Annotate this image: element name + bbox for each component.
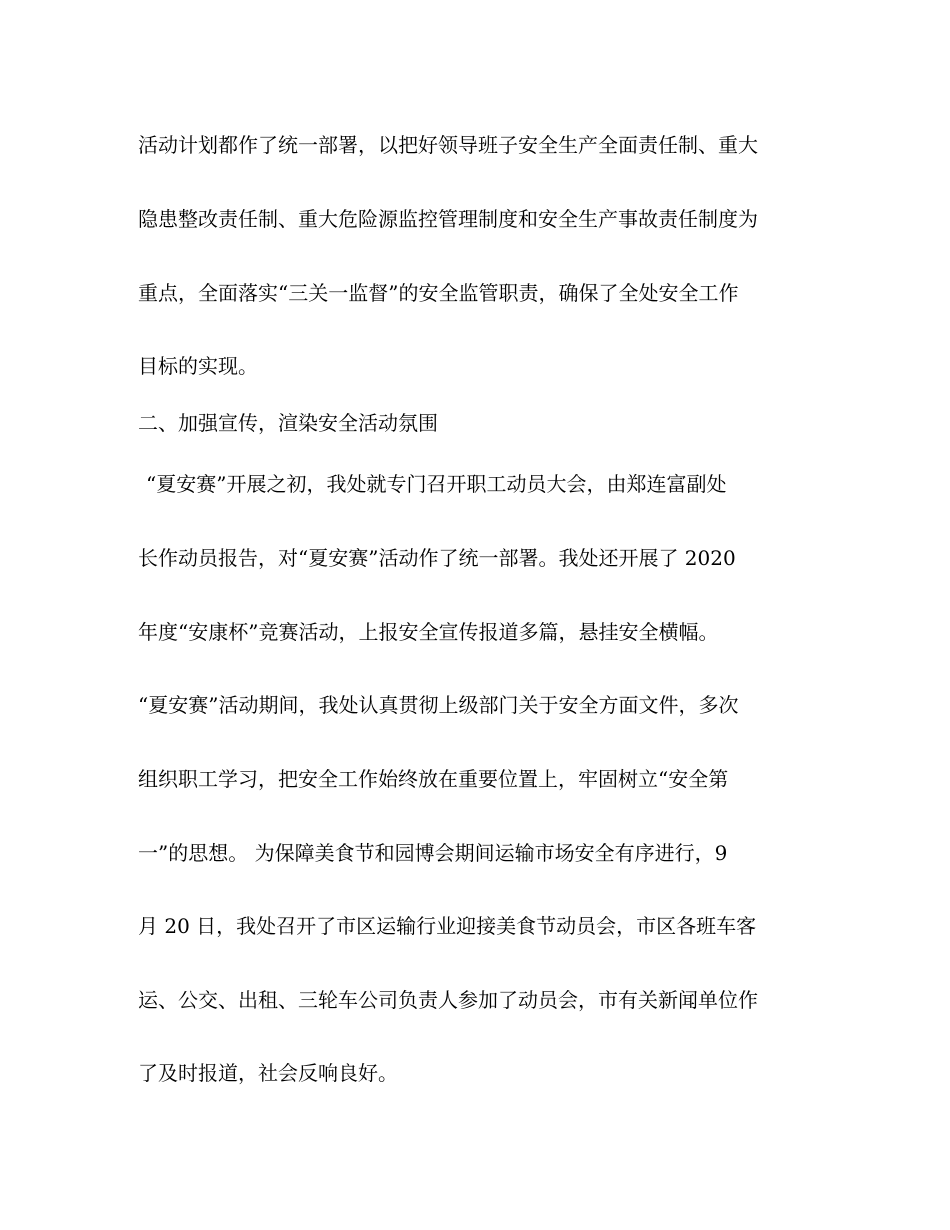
section-heading: 二、加强宣传，渲染安全活动氛围 — [138, 411, 438, 435]
paragraph-line-9: “夏安赛”活动期间，我处认真贯彻上级部门关于安全方面文件，多次 — [138, 693, 739, 717]
paragraph-line-10: 组织职工学习，把安全工作始终放在重要位置上，牢固树立“安全第 — [138, 767, 729, 791]
paragraph-line-12: 月 20 日，我处召开了市区运输行业迎接美食节动员会，市区各班车客 — [138, 914, 757, 938]
paragraph-line-11: 一”的思想。 为保障美食节和园博会期间运输市场安全有序进行，9 — [138, 841, 728, 865]
paragraph-line-7: 长作动员报告，对“夏安赛”活动作了统一部署。我处还开展了 2020 — [138, 546, 736, 570]
paragraph-line-8: 年度“安康杯”竞赛活动，上报安全宣传报道多篇，悬挂安全横幅。 — [138, 620, 719, 644]
paragraph-line-14: 了及时报道，社会反响良好。 — [138, 1061, 398, 1085]
paragraph-line-1: 活动计划都作了统一部署，以把好领导班子安全生产全面责任制、重大 — [138, 133, 758, 157]
paragraph-line-6: “夏安赛”开展之初，我处就专门召开职工动员大会，由郑连富副处 — [146, 472, 727, 496]
paragraph-line-13: 运、公交、出租、三轮车公司负责人参加了动员会，市有关新闻单位作 — [138, 988, 758, 1012]
paragraph-line-4: 目标的实现。 — [138, 354, 258, 378]
paragraph-line-2: 隐患整改责任制、重大危险源监控管理制度和安全生产事故责任制度为 — [138, 207, 758, 231]
paragraph-line-3: 重点，全面落实“三关一监督”的安全监管职责，确保了全处安全工作 — [138, 281, 739, 305]
